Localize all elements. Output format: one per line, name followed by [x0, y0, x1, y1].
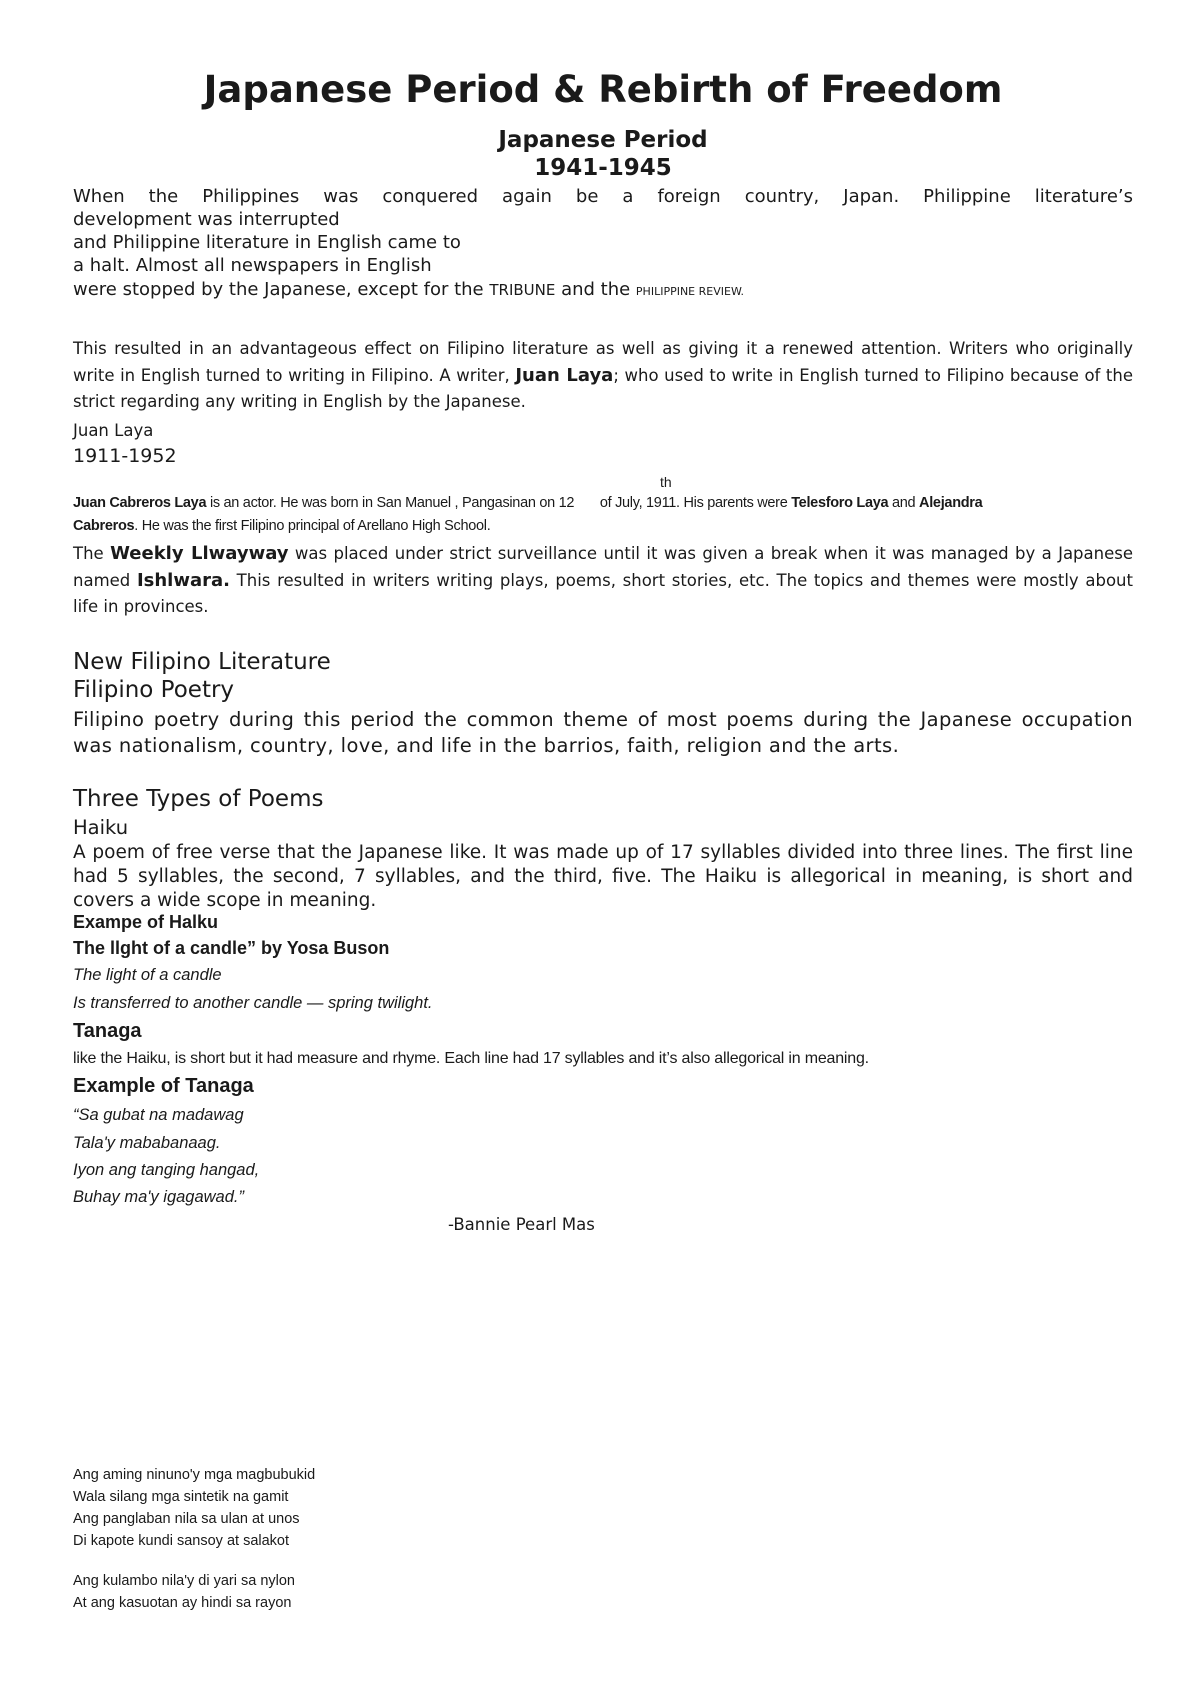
heading-filipino-poetry: Filipino Poetry	[73, 677, 235, 703]
bio-text: of July, 1911. His parents were	[596, 495, 792, 511]
bio-name: Juan Laya	[73, 421, 154, 440]
bio-line-1	[73, 495, 982, 511]
intro-text: were stopped by the Japanese, except for the	[73, 279, 490, 300]
magazine-name: Weekly Llwayway	[110, 543, 289, 564]
paragraph-filipino-literature	[73, 336, 1133, 416]
paragraph-text: This resulted in writers writing plays, poems, short stories, etc. The topics and themes were mostly about life in provinces.	[73, 570, 1133, 616]
haiku-line-2: Is transferred to another candle — spring twilight.	[73, 994, 433, 1012]
bio-superscript: th	[660, 474, 672, 490]
paragraph-text: This resulted in an advantageous effect on Filipino literature as well as giving it a renewed attention. Writers who originally write in English turned to writing in Filipino. A writer,	[73, 339, 1133, 385]
poem-author: -Bannie Pearl Mas	[448, 1215, 595, 1234]
heading-haiku: Haiku	[73, 816, 129, 839]
japanese-manager-name: Ishlwara.	[136, 569, 230, 591]
filipino-poetry-text: Filipino poetry during this period the common theme of most poems during the Japanese occupation was nationalism, country, love, and life in the barrios, faith, religion and the arts.	[73, 708, 1133, 757]
bio-and: and	[888, 495, 920, 511]
bio-full-name: Juan Cabreros Laya	[73, 495, 207, 511]
writer-name: Juan Laya	[515, 364, 614, 386]
document-title: Japanese Period & Rebirth of Freedom	[203, 68, 1003, 111]
paragraph-text: ; who used to write in English turned to Filipino because of the strict regarding any writing in English by the Japanese.	[73, 365, 1134, 411]
haiku-line-1: The light of a candle	[73, 966, 222, 984]
bio-text: is an actor. He was born in San Manuel , Pangasinan on 12	[206, 495, 575, 511]
poem-stanza1-line1: Ang aming ninuno'y mga magbubukid	[73, 1467, 316, 1483]
heading-new-filipino-literature: New Filipino Literature	[73, 649, 331, 675]
bio-line-2	[73, 518, 490, 534]
heading-tanaga: Tanaga	[73, 1020, 142, 1042]
paragraph-text: The	[73, 544, 111, 563]
example-haiku-label: Exampe of Halku	[73, 912, 219, 932]
paragraph-text: was placed under strict surveillance until it was given a break when it was managed by a Japanese named	[73, 544, 1133, 590]
heading-three-types: Three Types of Poems	[73, 786, 324, 812]
tanaga-line-1: “Sa gubat na madawag	[73, 1106, 244, 1124]
intro-line-5	[73, 278, 744, 303]
tanaga-line-2: Tala'y mababanaag.	[73, 1134, 221, 1152]
tanaga-line-4: Buhay ma'y igagawad.”	[73, 1188, 244, 1206]
bio-text: . He was the first Filipino principal of Arellano High School.	[134, 518, 491, 534]
example-haiku-title: The llght of a candle” by Yosa Buson	[73, 938, 390, 958]
bio-mother-surname: Cabreros	[73, 518, 135, 534]
section-subtitle: Japanese Period	[498, 127, 708, 153]
intro-line-3: and Philippine literature in English came to	[73, 232, 461, 253]
review-name: PHILIPPINE REVIEW.	[635, 285, 745, 298]
poem-stanza1-line4: Di kapote kundi sansoy at salakot	[73, 1533, 290, 1549]
paragraph-weekly-liwayway	[73, 541, 1133, 621]
poem-stanza1-line3: Ang panglaban nila sa ulan at unos	[73, 1511, 300, 1527]
poem-stanza2-line1: Ang kulambo nila'y di yari sa nylon	[73, 1573, 295, 1589]
intro-and: and the	[555, 279, 636, 300]
bio-dates: 1911-1952	[73, 445, 177, 467]
haiku-description: A poem of free verse that the Japanese like. It was made up of 17 syllables divided into three lines. The first line had 5 syllables, the second, 7 syllables, and the third, five. The Haiku is allegorical in meaning, is short and covers a wide scope in meaning.	[73, 842, 1133, 911]
intro-line-2: development was interrupted	[73, 209, 340, 230]
tanaga-line-3: Iyon ang tanging hangad,	[73, 1161, 260, 1179]
document-page	[73, 0, 1133, 1696]
bio-father: Telesforo Laya	[791, 495, 889, 511]
example-tanaga-label: Example of Tanaga	[73, 1075, 254, 1097]
section-years: 1941-1945	[534, 155, 672, 181]
poem-stanza2-line2: At ang kasuotan ay hindi sa rayon	[73, 1595, 292, 1611]
poem-stanza1-line2: Wala silang mga sintetik na gamit	[73, 1489, 289, 1505]
intro-line-4: a halt. Almost all newspapers in English	[73, 255, 432, 276]
tanaga-description: like the Haiku, is short but it had measure and rhyme. Each line had 17 syllables and it’s also allegorical in meaning.	[73, 1050, 869, 1067]
tribune-name: TRIBUNE	[489, 281, 556, 299]
bio-mother: Alejandra	[919, 495, 983, 511]
intro-line-1: When the Philippines was conquered again be a foreign country, Japan. Philippine literature’s	[73, 186, 1133, 207]
